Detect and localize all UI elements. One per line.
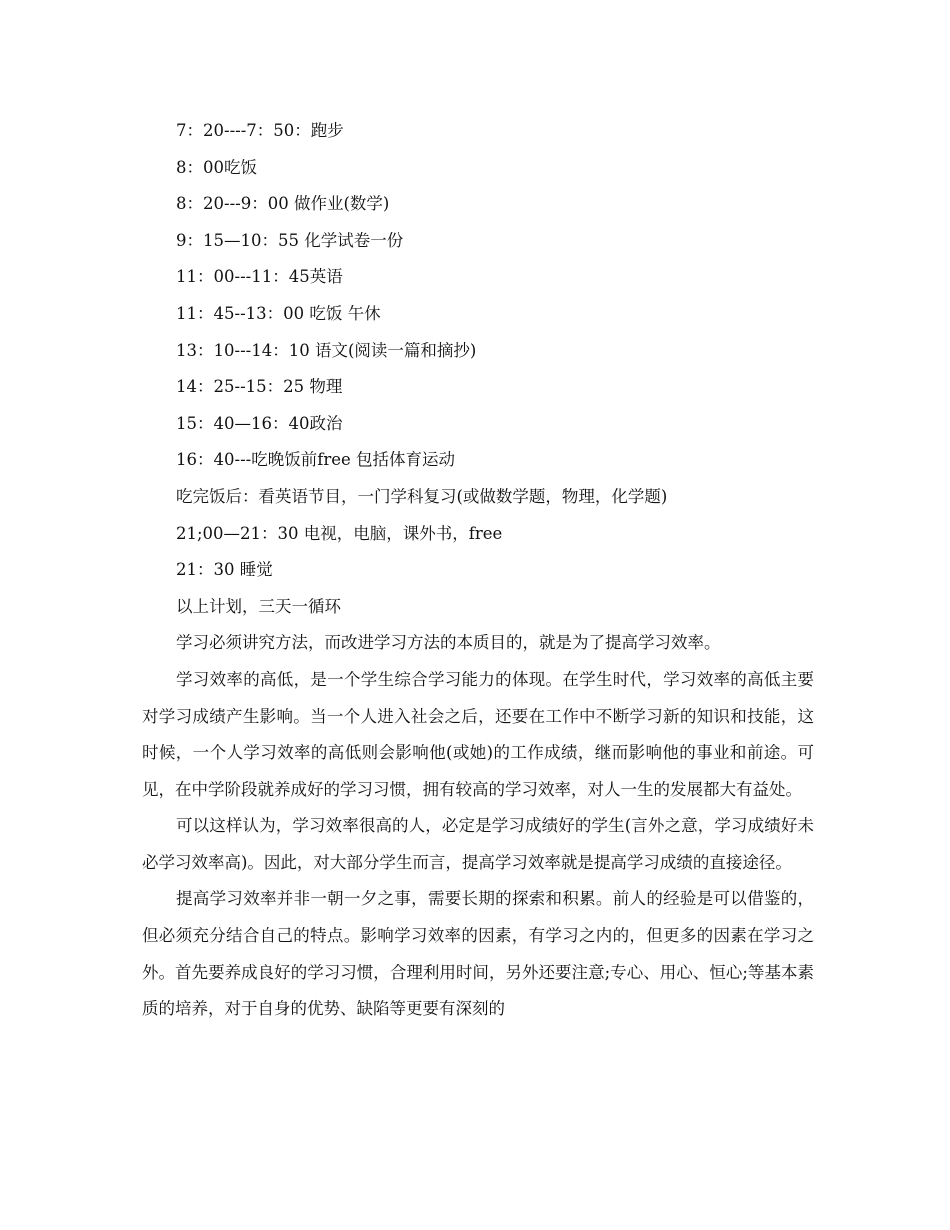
paragraph: 学习效率的高低，是一个学生综合学习能力的体现。在学生时代，学习效率的高低主要对学习成绩产生影响。当一个人进入社会之后，还要在工作中不断学习新的知识和技能，这时候，一个人学习效率的高低则会影响他(或她)的工作成绩，继而影响他的事业和前途。可见，在中学阶段就养成好的学习习惯，拥有较高的学习效率，对人一生的发展都大有益处。 — [142, 669, 814, 799]
schedule-line: 21：30 睡觉 — [176, 560, 273, 580]
schedule-line: 7：20----7：50：跑步 — [176, 121, 344, 140]
schedule-line: 吃完饭后：看英语节目，一门学科复习(或做数学题，物理，化学题) — [176, 486, 668, 506]
paragraph: 学习必须讲究方法，而改进学习方法的本质目的，就是为了提高学习效率。 — [176, 633, 721, 653]
paragraph: 可以这样认为，学习效率很高的人，必定是学习成绩好的学生(言外之意，学习成绩好未必学习效率高)。因此，对大部分学生而言，提高学习效率就是提高学习成绩的直接途径。 — [142, 816, 814, 872]
schedule-line: 15：40—16：40政治 — [176, 413, 343, 433]
schedule-line: 21;00—21：30 电视，电脑，课外书，free — [176, 523, 503, 543]
schedule-line: 9：15—10：55 化学试卷一份 — [176, 230, 404, 250]
schedule-line: 8：20---9：00 做作业(数学) — [176, 194, 390, 214]
schedule-line: 11：45--13：00 吃饭 午休 — [176, 303, 381, 323]
schedule-line: 13：10---14：10 语文(阅读一篇和摘抄) — [176, 340, 477, 360]
schedule-note: 以上计划，三天一循环 — [176, 596, 341, 616]
schedule-line: 11：00---11：45英语 — [176, 267, 343, 287]
schedule-line: 8：00吃饭 — [176, 157, 257, 177]
document-body — [142, 113, 814, 1028]
schedule-line: 16：40---吃晚饭前free 包括体育运动 — [176, 450, 455, 470]
paragraph: 提高学习效率并非一朝一夕之事，需要长期的探索和积累。前人的经验是可以借鉴的，但必须充分结合自己的特点。影响学习效率的因素，有学习之内的，但更多的因素在学习之外。首先要养成良好的学习习惯，合理利用时间，另外还要注意;专心、用心、恒心;等基本素质的培养，对于自身的优势、缺陷等更要有深刻的 — [142, 889, 814, 1019]
schedule-line: 14：25--15：25 物理 — [176, 377, 343, 397]
